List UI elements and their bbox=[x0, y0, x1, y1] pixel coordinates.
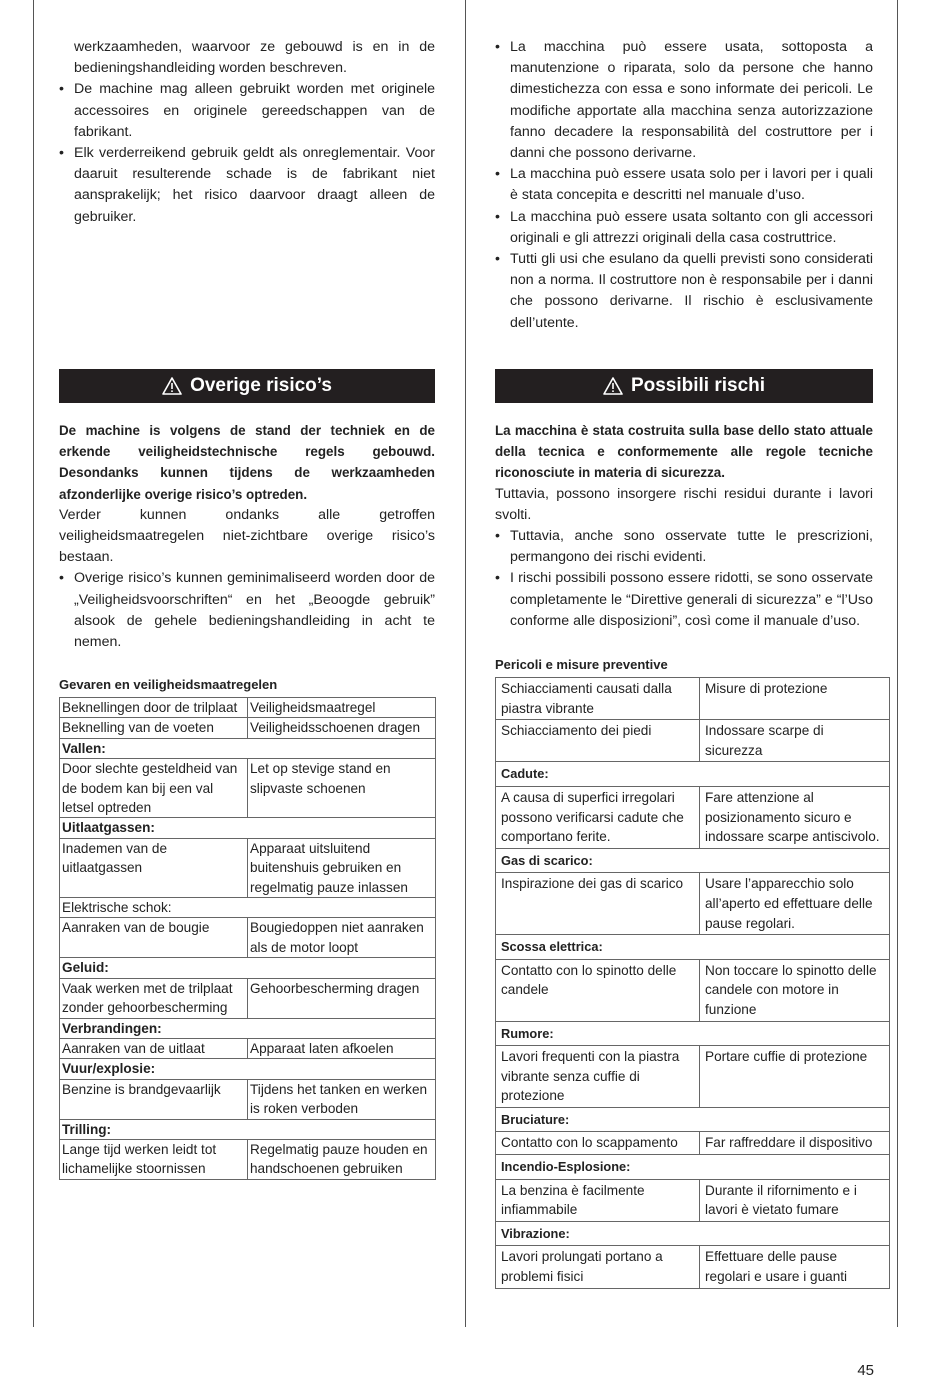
table-row bbox=[496, 786, 890, 848]
list-item: • Tuttavia, anche sono osservate tutte le prescrizioni, permangono dei rischi evidenti. bbox=[495, 526, 873, 568]
table-cell: Vaak werken met de trilplaat zonder gehoorbescherming bbox=[60, 978, 248, 1018]
table-cell: Far raffreddare il dispositivo bbox=[700, 1132, 890, 1155]
table-section-label: Geluid: bbox=[60, 958, 436, 978]
list-item: • Elk verderreikend gebruik geldt als onreglementair. Voor daaruit resulterende schade is de fabrikant niet aansprakelijk; het risico daarvoor draagt alleen de gebruiker. bbox=[59, 143, 435, 228]
paragraph: Tuttavia, possono insorgere rischi residui durante i lavori svolti. bbox=[495, 485, 873, 523]
table-section-row bbox=[496, 762, 890, 787]
list-item: • La macchina può essere usata solo per i lavori per i quali è stata concepita e descritti nel manuale d’uso. bbox=[495, 164, 873, 206]
table-cell: Non toccare lo spinotto delle candele con motore in funzione bbox=[700, 959, 890, 1021]
table-row bbox=[496, 1132, 890, 1155]
table-section-label: Vuur/explosie: bbox=[60, 1059, 436, 1079]
table-row bbox=[60, 759, 436, 818]
hazard-table-nl bbox=[59, 697, 436, 1180]
table-section-row bbox=[60, 1018, 436, 1038]
left-margin-rule bbox=[33, 0, 34, 1327]
table-cell: Beknellingen door de trilplaat bbox=[60, 698, 248, 718]
section-banner-overige-risicos bbox=[59, 369, 435, 403]
table-cell: Usare l’apparecchio solo all’aperto ed effettuare delle pause regolari. bbox=[700, 873, 890, 935]
table-cell: Bougiedoppen niet aanraken als de motor loopt bbox=[248, 918, 436, 958]
table-section-label: Bruciature: bbox=[496, 1107, 890, 1132]
table-caption: Pericoli e misure preventive bbox=[495, 657, 668, 672]
table-cell: Beknelling van de voeten bbox=[60, 718, 248, 738]
table-cell: Apparaat uitsluitend buitenshuis gebruiken en regelmatig pauze inlassen bbox=[248, 838, 436, 897]
table-row bbox=[496, 1179, 890, 1221]
left-intro bbox=[59, 37, 435, 228]
page-number: 45 bbox=[857, 1362, 874, 1379]
table-cell: Benzine is brandgevaarlijk bbox=[60, 1079, 248, 1119]
list-item: • La macchina può essere usata soltanto con gli accessori originali e gli attrezzi originali della casa costruttrice. bbox=[495, 207, 873, 249]
table-section-label: Cadute: bbox=[496, 762, 890, 787]
table-cell: Misure di protezione bbox=[700, 678, 890, 720]
table-cell: Regelmatig pauze houden en handschoenen gebruiken bbox=[248, 1139, 436, 1179]
list-item: • De machine mag alleen gebruikt worden met originele accessoires en originele gereedschappen van de fabrikant. bbox=[59, 79, 435, 143]
table-cell: Tijdens het tanken en werken is roken verboden bbox=[248, 1079, 436, 1119]
table-cell: Veiligheidsschoenen dragen bbox=[248, 718, 436, 738]
list-item: • Tutti gli usi che esulano da quelli previsti sono considerati non a norma. Il costruttore non è responsabile per i danni che possono derivarne. Il rischio è esclusivamente dell’utente. bbox=[495, 249, 873, 334]
table-section-label: Vibrazione: bbox=[496, 1221, 890, 1246]
table-row bbox=[60, 918, 436, 958]
table-cell: Durante il rifornimento e i lavori è vietato fumare bbox=[700, 1179, 890, 1221]
table-section-label: Verbrandingen: bbox=[60, 1018, 436, 1038]
warning-triangle-icon bbox=[603, 377, 623, 395]
table-cell: Let op stevige stand en slipvaste schoenen bbox=[248, 759, 436, 818]
right-margin-rule bbox=[897, 0, 898, 1327]
table-row bbox=[60, 698, 436, 718]
table-section-row bbox=[496, 935, 890, 960]
table-cell: Indossare scarpe di sicurezza bbox=[700, 720, 890, 762]
table-cell: A causa di superfici irregolari possono verificarsi cadute che comportano ferite. bbox=[496, 786, 700, 848]
table-row bbox=[60, 838, 436, 897]
bold-intro: La macchina è stata costruita sulla base dello stato attuale della tecnica e conformemente alle regole tecniche riconosciute in materia di sicurezza. bbox=[495, 423, 873, 481]
bold-intro: De machine is volgens de stand der techniek en de erkende veiligheidstechnische regels gebouwd. Desondanks kunnen tijdens de werkzaamheden afzonderlijke overige risico’s optreden. bbox=[59, 423, 435, 502]
table-cell: Door slechte gesteldheid van de bodem kan bij een val letsel optreden bbox=[60, 759, 248, 818]
left-risk-bullets bbox=[59, 568, 435, 653]
table-section-row bbox=[60, 1119, 436, 1139]
table-section-label: Scossa elettrica: bbox=[496, 935, 890, 960]
right-intro bbox=[495, 37, 873, 334]
table-cell: Contatto con lo scappamento bbox=[496, 1132, 700, 1155]
table-section-label: Gas di scarico: bbox=[496, 848, 890, 873]
table-section-row bbox=[60, 818, 436, 838]
table-section-row bbox=[496, 1107, 890, 1132]
table-section-row bbox=[60, 898, 436, 918]
table-cell: Fare attenzione al posizionamento sicuro e indossare scarpe antiscivolo. bbox=[700, 786, 890, 848]
table-section-row bbox=[496, 848, 890, 873]
table-cell: Aanraken van de uitlaat bbox=[60, 1038, 248, 1058]
table-caption: Gevaren en veiligheidsmaatregelen bbox=[59, 677, 278, 692]
table-section-label: Trilling: bbox=[60, 1119, 436, 1139]
section-banner-possibili-rischi bbox=[495, 369, 873, 403]
table-cell: Schiacciamento dei piedi bbox=[496, 720, 700, 762]
hazard-table-it bbox=[495, 677, 890, 1289]
table-section-label: Uitlaatgassen: bbox=[60, 818, 436, 838]
table-cell: Veiligheidsmaatregel bbox=[248, 698, 436, 718]
table-cell: La benzina è facilmente infiammabile bbox=[496, 1179, 700, 1221]
table-section-row bbox=[60, 738, 436, 758]
table-section-row bbox=[496, 1021, 890, 1046]
table-section-label: Incendio-Esplosione: bbox=[496, 1155, 890, 1180]
banner-title: Possibili rischi bbox=[630, 375, 766, 396]
table-section-row bbox=[60, 958, 436, 978]
right-intro-bullets bbox=[495, 37, 873, 334]
table-row bbox=[496, 1046, 890, 1108]
table-section-row bbox=[496, 1221, 890, 1246]
banner-title: Overige risico’s bbox=[190, 375, 332, 396]
table-section-label: Rumore: bbox=[496, 1021, 890, 1046]
table-section-row bbox=[496, 1155, 890, 1180]
paragraph: Verder kunnen ondanks alle getroffen veiligheidsmaatregelen niet-zichtbare overige risico’s bestaan. bbox=[59, 506, 435, 566]
left-risk-text bbox=[59, 420, 435, 653]
table-row bbox=[60, 1038, 436, 1058]
table-row bbox=[496, 1246, 890, 1288]
table-row bbox=[496, 873, 890, 935]
table-row bbox=[496, 678, 890, 720]
center-rule bbox=[465, 0, 466, 1327]
table-row bbox=[60, 718, 436, 738]
table-cell: Schiacciamenti causati dalla piastra vibrante bbox=[496, 678, 700, 720]
table-cell: Effettuare delle pause regolari e usare i guanti bbox=[700, 1246, 890, 1288]
table-section-label: Elektrische schok: bbox=[60, 898, 436, 918]
table-row bbox=[60, 978, 436, 1018]
table-cell: Apparaat laten afkoelen bbox=[248, 1038, 436, 1058]
table-cell: Lavori frequenti con la piastra vibrante senza cuffie di protezione bbox=[496, 1046, 700, 1108]
right-risk-bullets bbox=[495, 526, 873, 632]
table-cell: Gehoorbescherming dragen bbox=[248, 978, 436, 1018]
table-cell: Contatto con lo spinotto delle candele bbox=[496, 959, 700, 1021]
table-row bbox=[496, 959, 890, 1021]
table-row bbox=[496, 720, 890, 762]
table-cell: Portare cuffie di protezione bbox=[700, 1046, 890, 1108]
intro-continuation: werkzaamheden, waarvoor ze gebouwd is en in de bedieningshandleiding worden beschreven. bbox=[74, 39, 435, 77]
warning-triangle-icon bbox=[162, 377, 182, 395]
table-section-label: Vallen: bbox=[60, 738, 436, 758]
table-cell: Inademen van de uitlaatgassen bbox=[60, 838, 248, 897]
table-row bbox=[60, 1139, 436, 1179]
list-item: • I rischi possibili possono essere ridotti, se sono osservate completamente le “Direttive generali di sicurezza” e “l’Uso conforme alle disposizioni”, così come il manuale d’uso. bbox=[495, 568, 873, 632]
left-intro-bullets bbox=[59, 79, 435, 227]
table-cell: Lavori prolungati portano a problemi fisici bbox=[496, 1246, 700, 1288]
table-row bbox=[60, 1079, 436, 1119]
table-section-row bbox=[60, 1059, 436, 1079]
table-cell: Lange tijd werken leidt tot lichamelijke stoornissen bbox=[60, 1139, 248, 1179]
right-risk-text bbox=[495, 420, 873, 632]
list-item: • La macchina può essere usata, sottoposta a manutenzione o riparata, solo da persone che hanno dimestichezza con essa e sono informate dei pericoli. Le modifiche apportate alla macchina senza autorizzazione fanno decadere la responsabilità del costruttore per i danni che possono derivarne. bbox=[495, 37, 873, 164]
table-cell: Aanraken van de bougie bbox=[60, 918, 248, 958]
table-cell: Inspirazione dei gas di scarico bbox=[496, 873, 700, 935]
list-item: • Overige risico’s kunnen geminimaliseerd worden door de „Veiligheidsvoorschriften“ en het „Beoogde gebruik” alsook de gehele bedieningshandleiding in acht te nemen. bbox=[59, 568, 435, 653]
